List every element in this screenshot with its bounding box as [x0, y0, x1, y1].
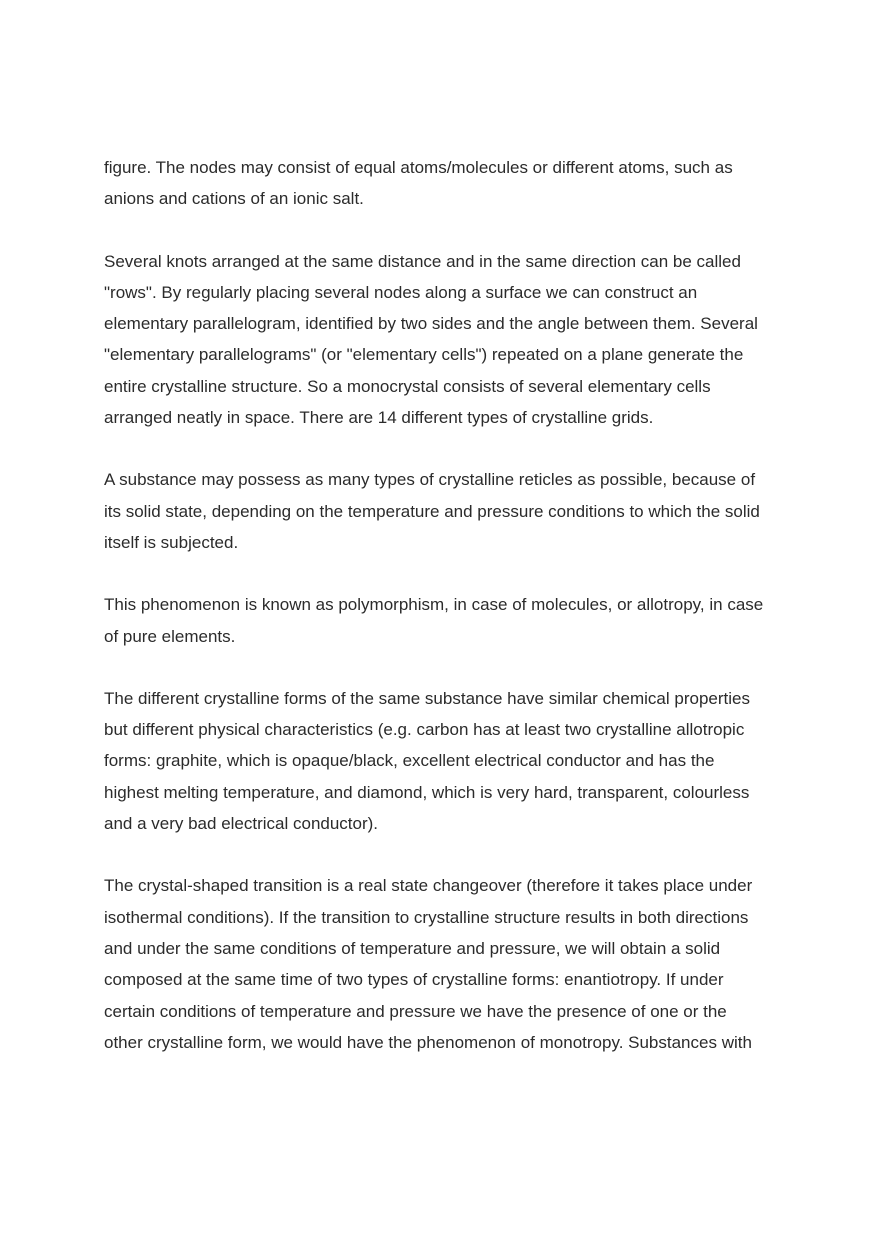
text-line: of pure elements. — [104, 626, 236, 646]
paragraph-reticles — [104, 464, 780, 558]
text-line: The different crystalline forms of the same substance have similar chemical properties — [104, 688, 750, 708]
document-body — [104, 152, 780, 1089]
text-line: but different physical characteristics (e.g. carbon has at least two crystalline allotropic — [104, 720, 745, 740]
paragraph-crystalline-forms — [104, 683, 780, 839]
paragraph-rows — [104, 246, 780, 434]
paragraph-nodes — [104, 152, 780, 215]
text-line: composed at the same time of two types of crystalline forms: enantiotropy. If under — [104, 970, 724, 990]
text-line: This phenomenon is known as polymorphism, in case of molecules, or allotropy, in case — [104, 595, 764, 615]
text-line: A substance may possess as many types of crystalline reticles as possible, because of — [104, 470, 756, 490]
text-line: highest melting temperature, and diamond, which is very hard, transparent, colourless — [104, 782, 750, 802]
text-line: anions and cations of an ionic salt. — [104, 189, 364, 209]
text-line: other crystalline form, we would have the phenomenon of monotropy. Substances with — [104, 1032, 752, 1052]
text-line: "rows". By regularly placing several nodes along a surface we can construct an — [104, 282, 698, 302]
text-line: its solid state, depending on the temperature and pressure conditions to which the solid — [104, 501, 760, 521]
text-line: figure. The nodes may consist of equal atoms/molecules or different atoms, such as — [104, 158, 733, 177]
text-line: certain conditions of temperature and pressure we have the presence of one or the — [104, 1001, 727, 1021]
paragraph-transition — [104, 870, 780, 1058]
text-line: isothermal conditions). If the transition to crystalline structure results in both directions — [104, 907, 749, 927]
text-line: itself is subjected. — [104, 532, 239, 552]
text-line: forms: graphite, which is opaque/black, excellent electrical conductor and has the — [104, 751, 715, 771]
text-line: entire crystalline structure. So a monocrystal consists of several elementary cells — [104, 376, 711, 396]
paragraph-polymorphism — [104, 589, 780, 652]
text-line: arranged neatly in space. There are 14 different types of crystalline grids. — [104, 408, 654, 428]
text-line: "elementary parallelograms" (or "elementary cells") repeated on a plane generate the — [104, 345, 744, 365]
text-line: and a very bad electrical conductor). — [104, 814, 379, 834]
text-line: Several knots arranged at the same distance and in the same direction can be called — [104, 251, 741, 271]
text-line: The crystal-shaped transition is a real state changeover (therefore it takes place under — [104, 876, 753, 896]
text-line: elementary parallelogram, identified by two sides and the angle between them. Several — [104, 314, 758, 334]
text-line: and under the same conditions of temperature and pressure, we will obtain a solid — [104, 938, 721, 958]
